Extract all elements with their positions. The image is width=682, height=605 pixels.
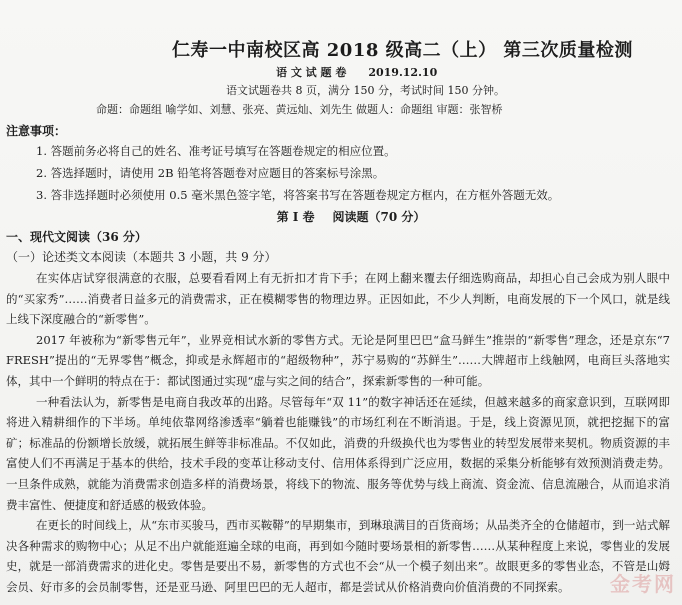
passage-paragraph: 一种看法认为，新零售是电商自我改革的出路。尽管每年“双 11”的数字神话还在延续，但越来越多的商家意识到，互联网即将进入精耕细作的下半场。单纯依靠网络渗透率“躺着也能赚钱”的市场红利在不断消退。于是，线上资源见顶，就把挖掘下的富矿；标准品的份额增长放缓，就拓展生鲜等非标准品。不仅如此，消费的升级换代也为零售业的转型发展带来契机。物质资源的丰富使人们不再满足于基本的供给，技术手段的变革让移动支付、信用体系得到广泛应用，数据的采集分析能够有效预测消费走势。一旦条件成熟，就能为消费需求创造多样的消费场景，将线下的物流、服务等优势与线上商流、资金流、信息流融合，从而追求消费丰富性、便捷度和舒适感的极致体验。 bbox=[6, 394, 670, 512]
part-heading bbox=[0, 208, 682, 225]
part-label: 阅读题（70 分） bbox=[332, 210, 426, 224]
passage-paragraph: 在更长的时间线上，从“东市买骏马，西市买鞍鞯”的早期集市，到琳琅满目的百货商场；从品类齐全的仓储超市，到一站式解决各种需求的购物中心；从足不出户就能逛遍全球的电商，再到如今随时要场景相的新零售……从某种程度上来说，零售业的发展史，就是一部消费需求的进化史。零售是要出不易，新零售的方式也不会“从一个模子刻出来”。故眼更多的零售业态，不管是山姆会员、好市多的会员制零售，还是亚马逊、阿里巴巴的无人超市，都是尝试从价格消费向价值消费的不同探索。 bbox=[6, 518, 670, 594]
exam-info: 语文试题卷共 8 页，满分 150 分，考试时间 150 分钟。 bbox=[226, 84, 505, 97]
notice-list bbox=[6, 140, 670, 206]
passage-paragraph: 2017 年被称为“新零售元年”，业界竞相试水新的零售方式。无论是阿里巴巴“盒马鲜生”推崇的“新零售”理念，还是京东“7 FRESH”提出的“无界零售”概念，抑或是永辉超市的“超级物种”，苏宁易购的“苏鲜生”……大牌超市上线触网，电商巨头落地实体，其中一个鲜明的特点在于：都试图通过实现“虚与实之间的结合”，探索新零售的一种可能。 bbox=[6, 332, 670, 388]
notice-heading: 注意事项： bbox=[6, 124, 67, 138]
paper-name: 语 文 试 题 卷 bbox=[276, 66, 347, 79]
reading-passage bbox=[6, 268, 670, 598]
staff-line: 命题：命题组 喻学如、刘慧、张亮、黄远灿、刘先生 做题人：命题组 审题：张智桥 bbox=[96, 103, 503, 116]
notice-item: 2. 答选择题时，请使用 2B 铅笔将答题卷对应题目的答案标号涂黑。 bbox=[36, 166, 385, 180]
notice-item: 3. 答非选择题时必须使用 0.5 毫米黑色签字笔，将答案书写在答题卷规定方框内，在方框外答题无效。 bbox=[36, 188, 560, 202]
watermark-logo: 金考网 bbox=[610, 572, 676, 596]
exam-date: 2019.12.10 bbox=[368, 66, 438, 79]
subsection-heading: （一）论述类文本阅读（本题共 3 小题，共 9 分） bbox=[6, 250, 277, 264]
passage-paragraph: 在实体店试穿很满意的衣服，总要看看网上有无折扣才肯下手；在网上翻来覆去仔细选购商品，却担心自己会成为别人眼中的“买家秀”……消费者日益多元的消费需求，正在模糊零售的物理边界。正因如此，不少人判断，电商发展的下一个风口，就是线上线下深度融合的“新零售”。 bbox=[6, 271, 670, 327]
exam-subtitle bbox=[276, 64, 437, 80]
section-heading: 一、现代文阅读（36 分） bbox=[6, 230, 147, 244]
part-name: 第 I 卷 bbox=[276, 210, 315, 224]
notice-item: 1. 答题前务必将自己的姓名、准考证号填写在答题卷规定的相应位置。 bbox=[36, 144, 396, 158]
exam-title: 仁寿一中南校区高 2018 级高二（上） 第三次质量检测 bbox=[172, 40, 633, 61]
